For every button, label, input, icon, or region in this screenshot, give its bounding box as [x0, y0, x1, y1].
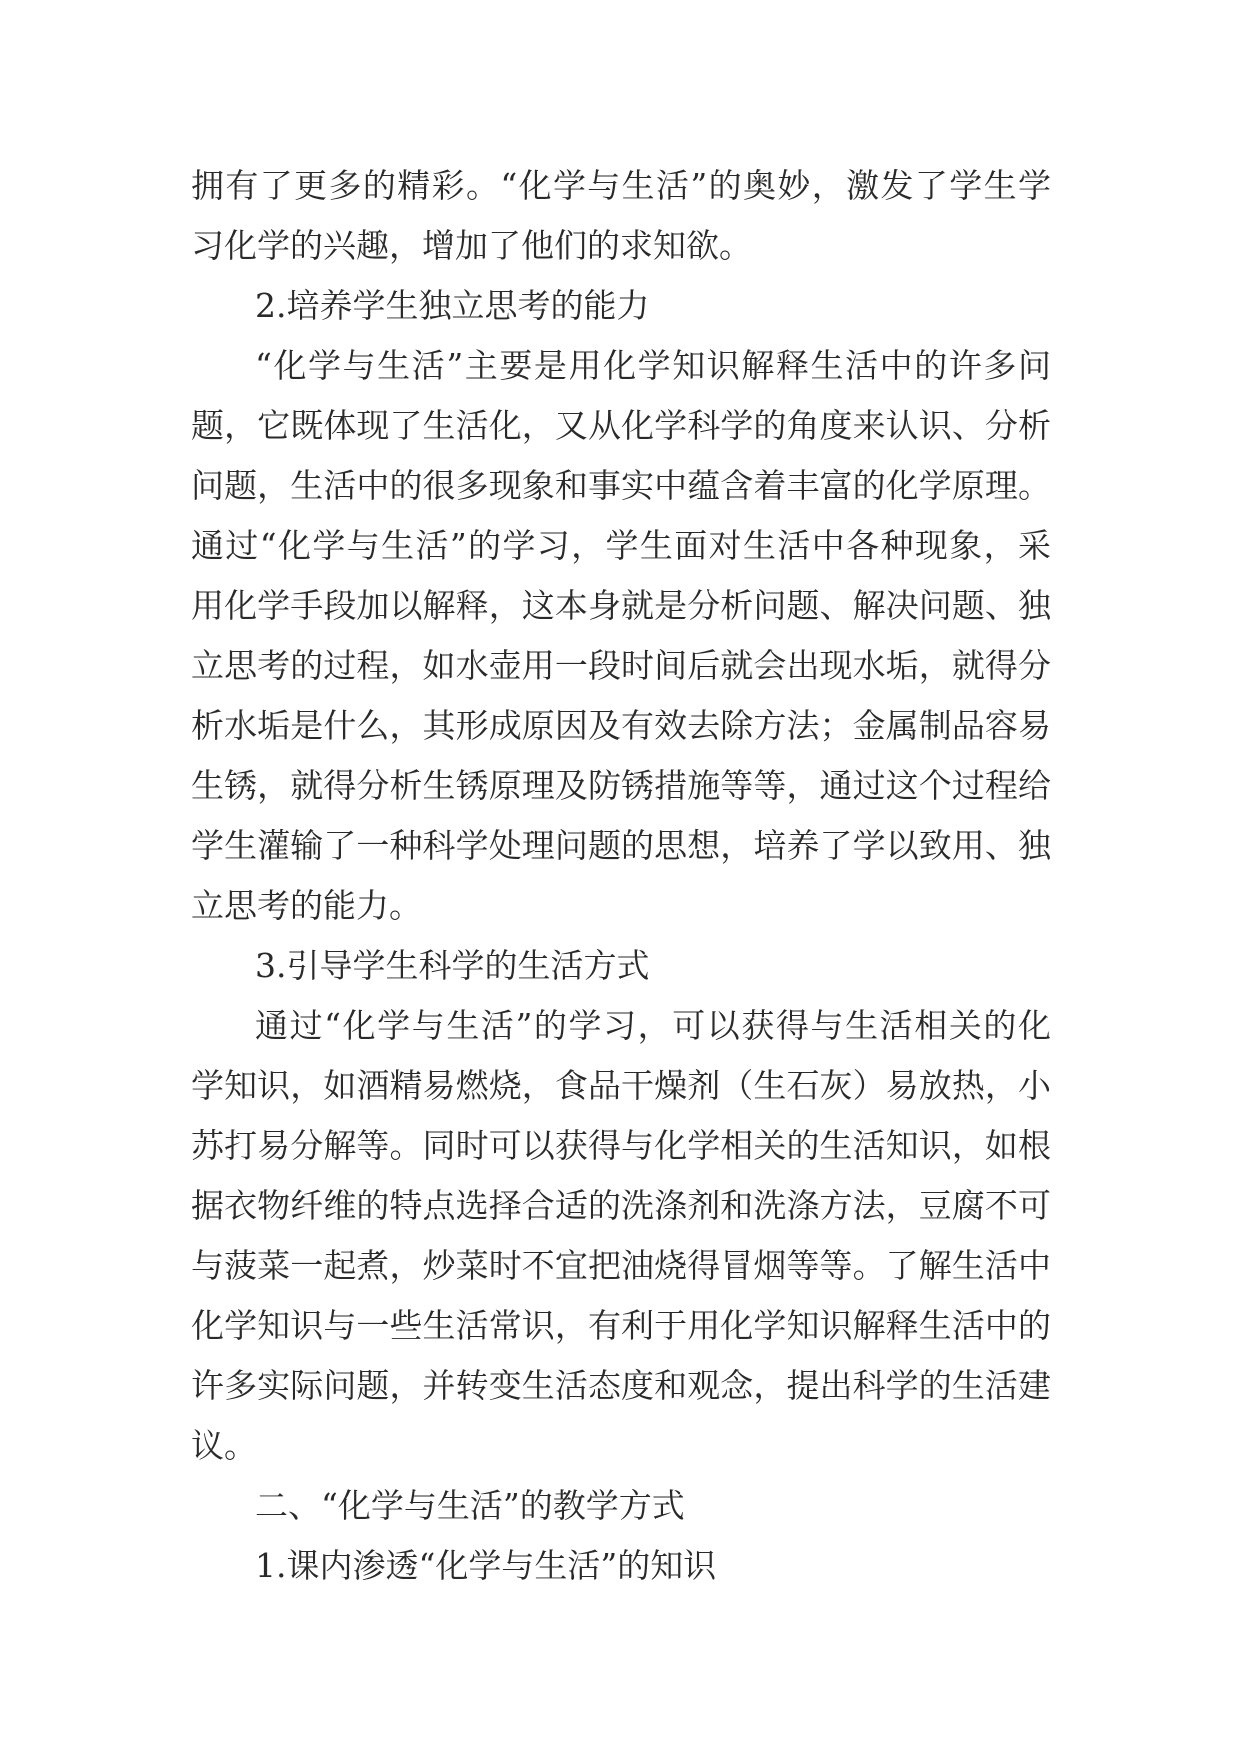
chapter-heading: 二、“化学与生活”的教学方式: [255, 1486, 685, 1525]
text-line: 立思考的过程，如水壶用一段时间后就会出现水垢，就得分: [191, 646, 1051, 685]
text-line: 生锈，就得分析生锈原理及防锈措施等等，通过这个过程给: [191, 766, 1051, 805]
text-line: 化学知识与一些生活常识，有利于用化学知识解释生活中的: [191, 1306, 1051, 1345]
text-line: “化学与生活”主要是用化学知识解释生活中的许多问: [255, 346, 1051, 385]
text-line: 立思考的能力。: [191, 886, 422, 925]
text-line: 题，它既体现了生活化，又从化学科学的角度来认识、分析: [191, 406, 1051, 445]
text-line: 用化学手段加以解释，这本身就是分析问题、解决问题、独: [191, 586, 1051, 625]
section-heading: 3.引导学生科学的生活方式: [255, 946, 650, 985]
document-page: [191, 156, 1051, 1596]
section-heading: 1.课内渗透“化学与生活”的知识: [255, 1546, 717, 1585]
text-line: 通过“化学与生活”的学习，学生面对生活中各种现象，采: [191, 526, 1051, 565]
text-line: 学生灌输了一种科学处理问题的思想，培养了学以致用、独: [191, 826, 1051, 865]
text-line: 析水垢是什么，其形成原因及有效去除方法；金属制品容易: [191, 706, 1051, 745]
text-line: 问题，生活中的很多现象和事实中蕴含着丰富的化学原理。: [191, 466, 1051, 505]
text-line: 许多实际问题，并转变生活态度和观念，提出科学的生活建: [191, 1366, 1051, 1405]
text-line: 拥有了更多的精彩。“化学与生活”的奥妙，激发了学生学: [191, 166, 1051, 205]
text-line: 苏打易分解等。同时可以获得与化学相关的生活知识，如根: [191, 1126, 1051, 1165]
text-line: 议。: [191, 1426, 257, 1465]
text-line: 习化学的兴趣，增加了他们的求知欲。: [191, 226, 752, 265]
text-line: 学知识，如酒精易燃烧，食品干燥剂（生石灰）易放热，小: [191, 1066, 1051, 1105]
text-line: 据衣物纤维的特点选择合适的洗涤剂和洗涤方法，豆腐不可: [191, 1186, 1051, 1225]
text-line: 通过“化学与生活”的学习，可以获得与生活相关的化: [255, 1006, 1051, 1045]
section-heading: 2.培养学生独立思考的能力: [255, 286, 650, 325]
text-line: 与菠菜一起煮，炒菜时不宜把油烧得冒烟等等。了解生活中: [191, 1246, 1051, 1285]
